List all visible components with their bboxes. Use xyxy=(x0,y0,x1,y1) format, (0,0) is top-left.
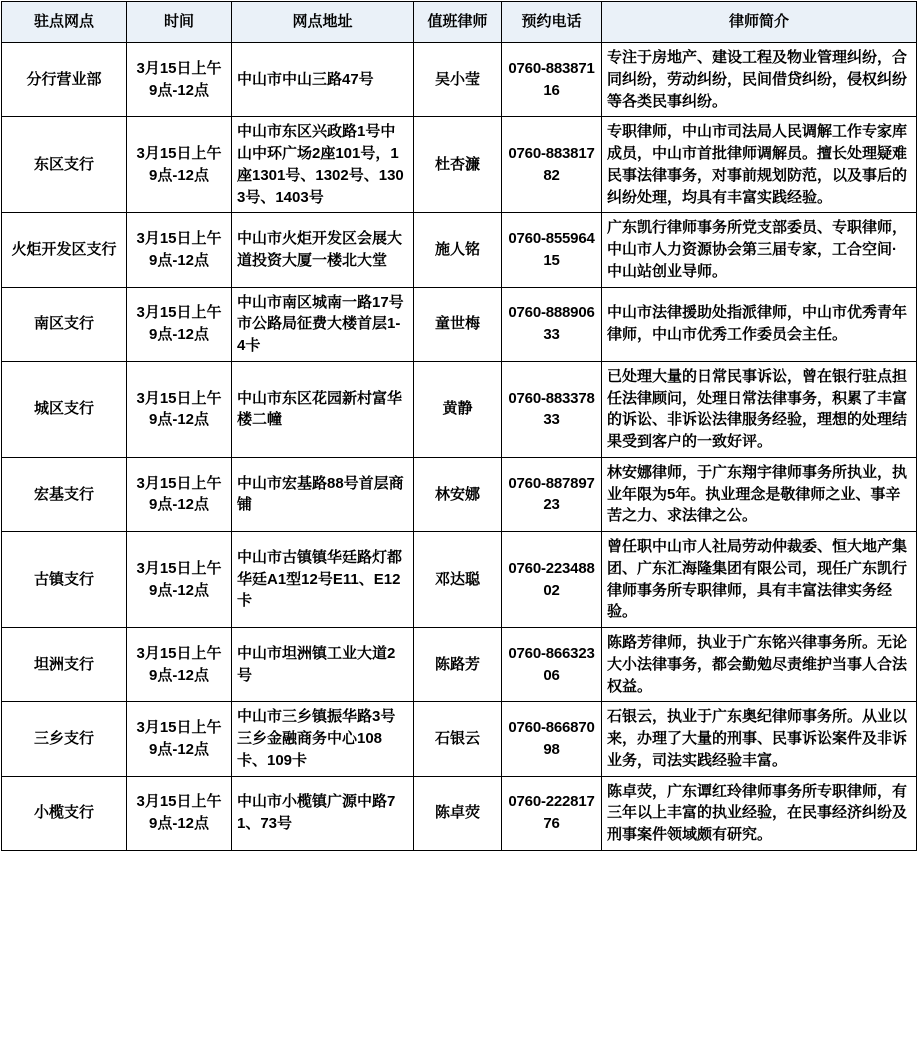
cell-time xyxy=(127,776,232,850)
cell-address: 中山市东区兴政路1号中山中环广场2座101号，1座1301号、1302号、1303号、1403号 xyxy=(232,117,414,213)
table-body xyxy=(2,43,917,851)
table-row xyxy=(2,702,917,776)
cell-time xyxy=(127,43,232,117)
cell-branch: 城区支行 xyxy=(2,361,127,457)
cell-phone: 0760-88381782 xyxy=(502,117,602,213)
cell-time xyxy=(127,457,232,531)
cell-bio: 曾任职中山市人社局劳动仲裁委、恒大地产集团、广东汇海隆集团有限公司，现任广东凯行律师事务所专职律师，具有丰富法律实务经验。 xyxy=(602,532,917,628)
cell-branch: 火炬开发区支行 xyxy=(2,213,127,287)
table-row xyxy=(2,361,917,457)
time-date: 3月15日上午 xyxy=(136,59,222,77)
cell-branch: 东区支行 xyxy=(2,117,127,213)
table-row xyxy=(2,213,917,287)
schedule-sheet xyxy=(0,1,917,851)
column-header-bio: 律师简介 xyxy=(602,2,917,43)
cell-phone: 0760-22281776 xyxy=(502,776,602,850)
time-date: 3月15日上午 xyxy=(136,559,222,577)
time-date: 3月15日上午 xyxy=(136,304,222,322)
cell-lawyer: 林安娜 xyxy=(414,457,502,531)
cell-address: 中山市小榄镇广源中路71、73号 xyxy=(232,776,414,850)
time-range: 9点-12点 xyxy=(148,326,210,344)
cell-lawyer: 邓达聪 xyxy=(414,532,502,628)
cell-lawyer: 杜杏濂 xyxy=(414,117,502,213)
column-header-address: 网点地址 xyxy=(232,2,414,43)
time-date: 3月15日上午 xyxy=(136,389,222,407)
cell-branch: 分行营业部 xyxy=(2,43,127,117)
column-header-time: 时间 xyxy=(127,2,232,43)
cell-branch: 古镇支行 xyxy=(2,532,127,628)
table-row xyxy=(2,43,917,117)
cell-lawyer: 吴小莹 xyxy=(414,43,502,117)
time-range: 9点-12点 xyxy=(148,81,210,99)
cell-branch: 坦洲支行 xyxy=(2,628,127,702)
cell-phone: 0760-86632306 xyxy=(502,628,602,702)
time-range: 9点-12点 xyxy=(148,666,210,684)
cell-time xyxy=(127,117,232,213)
cell-address: 中山市坦洲镇工业大道2号 xyxy=(232,628,414,702)
cell-address: 中山市三乡镇振华路3号三乡金融商务中心108卡、109卡 xyxy=(232,702,414,776)
cell-phone: 0760-88789723 xyxy=(502,457,602,531)
cell-phone: 0760-88890633 xyxy=(502,287,602,361)
cell-bio: 林安娜律师，于广东翔宇律师事务所执业，执业年限为5年。执业理念是敬律师之业、事辛苦之力、求法律之公。 xyxy=(602,457,917,531)
cell-bio: 中山市法律援助处指派律师，中山市优秀青年律师，中山市优秀工作委员会主任。 xyxy=(602,287,917,361)
cell-phone: 0760-22348802 xyxy=(502,532,602,628)
cell-lawyer: 施人铭 xyxy=(414,213,502,287)
time-date: 3月15日上午 xyxy=(136,230,222,248)
table-header-row xyxy=(2,2,917,43)
table-row xyxy=(2,628,917,702)
time-date: 3月15日上午 xyxy=(136,145,222,162)
cell-time xyxy=(127,628,232,702)
lawyer-duty-schedule-table xyxy=(1,1,917,851)
cell-lawyer: 陈卓荧 xyxy=(414,776,502,850)
time-date: 3月15日上午 xyxy=(136,719,222,737)
cell-branch: 三乡支行 xyxy=(2,702,127,776)
cell-address: 中山市火炬开发区会展大道投资大厦一楼北大堂 xyxy=(232,213,414,287)
cell-lawyer: 童世梅 xyxy=(414,287,502,361)
time-range: 9点-12点 xyxy=(148,740,210,758)
cell-bio: 陈路芳律师，执业于广东铭兴律事务所。无论大小法律事务，都会勤勉尽责维护当事人合法权益。 xyxy=(602,628,917,702)
cell-bio: 专注于房地产、建设工程及物业管理纠纷，合同纠纷，劳动纠纷，民间借贷纠纷，侵权纠纷等各类民事纠纷。 xyxy=(602,43,917,117)
column-header-phone: 预约电话 xyxy=(502,2,602,43)
column-header-branch: 驻点网点 xyxy=(2,2,127,43)
cell-phone: 0760-86687098 xyxy=(502,702,602,776)
cell-time xyxy=(127,287,232,361)
cell-time xyxy=(127,361,232,457)
cell-lawyer: 陈路芳 xyxy=(414,628,502,702)
time-range: 9点-12点 xyxy=(148,581,210,599)
cell-branch: 宏基支行 xyxy=(2,457,127,531)
time-range: 9点-12点 xyxy=(148,815,210,833)
cell-address: 中山市东区花园新村富华楼二幢 xyxy=(232,361,414,457)
time-date: 3月15日上午 xyxy=(136,644,222,662)
cell-bio: 陈卓荧，广东谭红玲律师事务所专职律师，有三年以上丰富的执业经验，在民事经济纠纷及刑事案件领域颇有研究。 xyxy=(602,776,917,850)
cell-lawyer: 黄静 xyxy=(414,361,502,457)
cell-branch: 南区支行 xyxy=(2,287,127,361)
cell-phone: 0760-88337833 xyxy=(502,361,602,457)
cell-bio: 广东凯行律师事务所党支部委员、专职律师，中山市人力资源协会第三届专家，工合空间·中山站创业导师。 xyxy=(602,213,917,287)
time-date: 3月15日上午 xyxy=(136,793,222,811)
cell-branch: 小榄支行 xyxy=(2,776,127,850)
cell-address: 中山市南区城南一路17号市公路局征费大楼首层1-4卡 xyxy=(232,287,414,361)
table-row xyxy=(2,457,917,531)
cell-time xyxy=(127,532,232,628)
cell-bio: 已处理大量的日常民事诉讼，曾在银行驻点担任法律顾问，处理日常法律事务，积累了丰富的诉讼、非诉讼法律服务经验，理想的处理结果受到客户的一致好评。 xyxy=(602,361,917,457)
time-range: 9点-12点 xyxy=(148,411,210,429)
cell-time xyxy=(127,213,232,287)
cell-time xyxy=(127,702,232,776)
cell-phone: 0760-88387116 xyxy=(502,43,602,117)
table-row xyxy=(2,117,917,213)
table-row xyxy=(2,532,917,628)
cell-address: 中山市古镇镇华廷路灯都华廷A1型12号E11、E12卡 xyxy=(232,532,414,628)
time-range: 9点-12点 xyxy=(148,496,210,514)
table-row xyxy=(2,776,917,850)
time-date: 3月15日上午 xyxy=(136,474,222,492)
cell-address: 中山市中山三路47号 xyxy=(232,43,414,117)
table-row xyxy=(2,287,917,361)
cell-bio: 石银云，执业于广东奥纪律师事务所。从业以来，办理了大量的刑事、民事诉讼案件及非诉业务，司法实践经验丰富。 xyxy=(602,702,917,776)
cell-phone: 0760-85596415 xyxy=(502,213,602,287)
column-header-lawyer: 值班律师 xyxy=(414,2,502,43)
time-range: 9点-12点 xyxy=(148,166,210,184)
cell-address: 中山市宏基路88号首层商铺 xyxy=(232,457,414,531)
time-range: 9点-12点 xyxy=(148,251,210,269)
cell-bio: 专职律师，中山市司法局人民调解工作专家库成员，中山市首批律师调解员。擅长处理疑难民事法律事务，对事前规划防范，以及事后的纠纷处理，均具有丰富实践经验。 xyxy=(602,117,917,213)
cell-lawyer: 石银云 xyxy=(414,702,502,776)
